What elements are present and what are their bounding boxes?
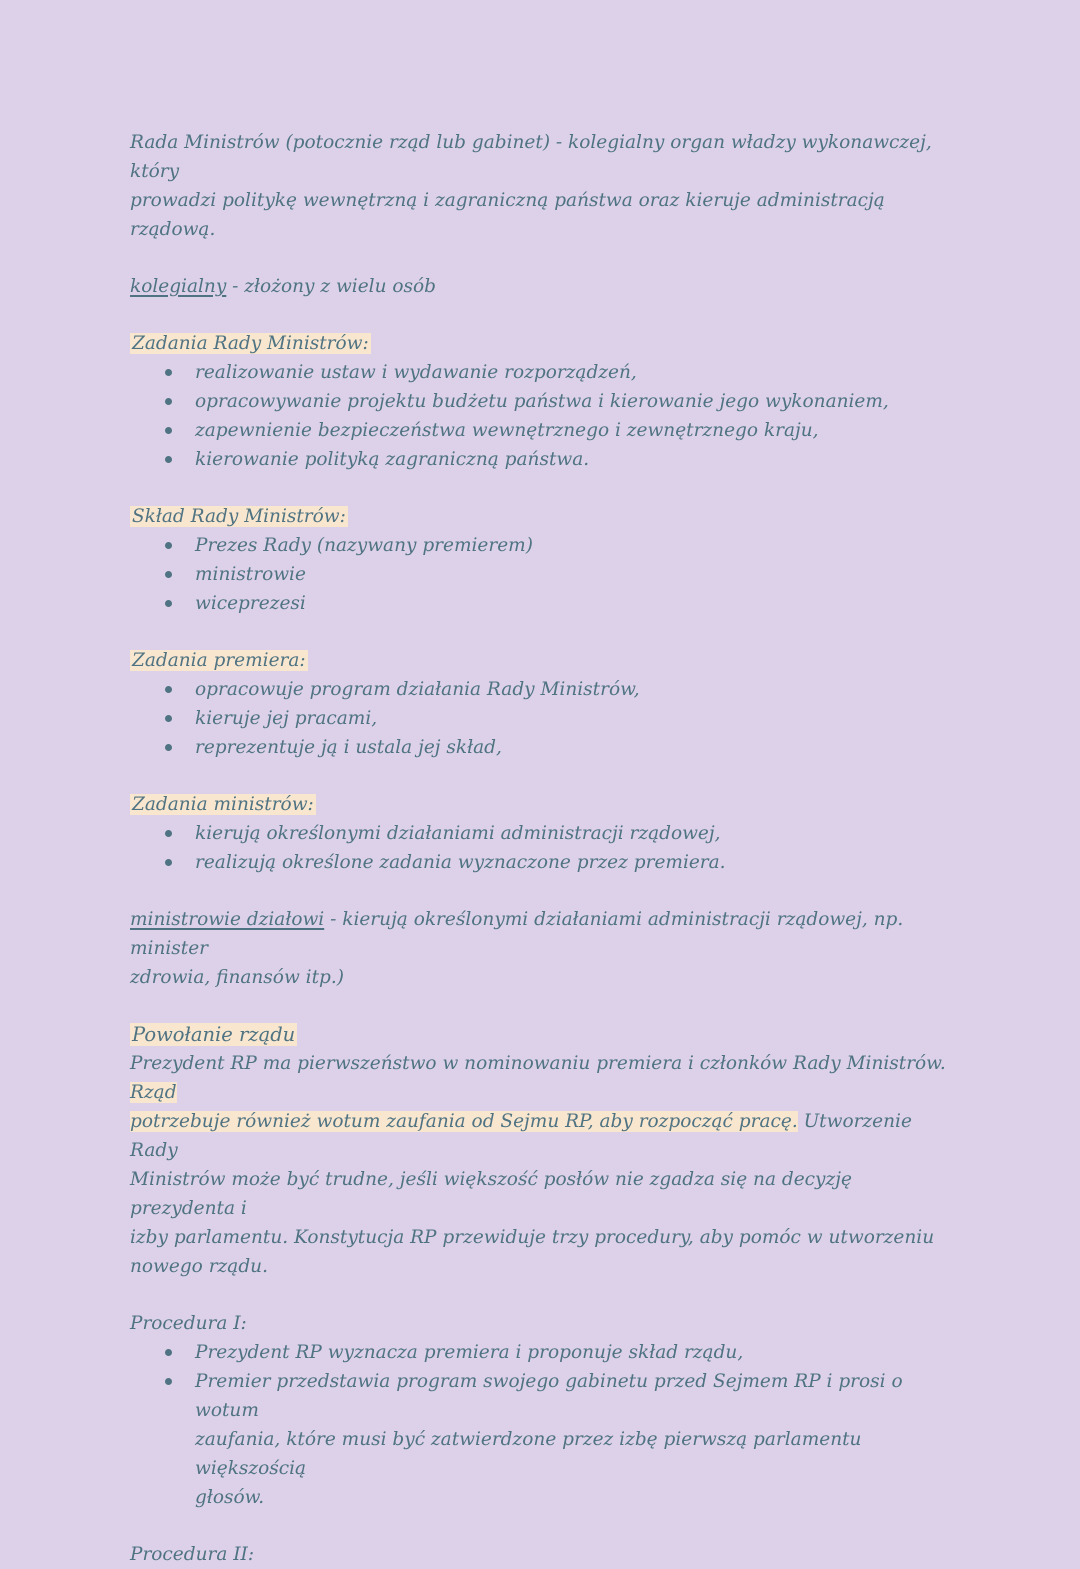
section-zadania-ministrow [130, 790, 960, 877]
intro-paragraph [130, 128, 960, 244]
section-heading: Zadania Rady Ministrów: [132, 333, 369, 354]
bullet-list [130, 819, 960, 877]
list-item: Prezes Rady (nazywany premierem) [195, 531, 960, 560]
bullet-list [130, 675, 960, 762]
section-zadania-premiera [130, 646, 960, 762]
list-item: reprezentuje ją i ustala jej skład, [195, 733, 960, 762]
list-item: kierowanie polityką zagraniczną państwa. [195, 445, 960, 474]
section-heading: Zadania ministrów: [132, 794, 314, 815]
bullet-list [130, 358, 960, 474]
list-item: realizowanie ustaw i wydawanie rozporządzeń, [195, 358, 960, 387]
list-item: wiceprezesi [195, 589, 960, 618]
section-heading: Zadania premiera: [132, 650, 306, 671]
intro-line-1: Rada Ministrów (potocznie rząd lub gabinet) - kolegialny organ władzy wykonawczej, który [130, 132, 932, 182]
powolanie-paragraph [130, 1049, 960, 1281]
definition-term: ministrowie działowi [130, 909, 325, 930]
definition-kolegialny [130, 272, 960, 301]
highlighted-text: potrzebuje również wotum zaufania od Sejmu RP, aby rozpocząć pracę. [130, 1111, 798, 1132]
section-sklad-rady [130, 502, 960, 618]
list-item: opracowywanie projektu budżetu państwa i kierowanie jego wykonaniem, [195, 387, 960, 416]
list-item: Prezydent RP wyznacza premiera i proponuje skład rządu, [195, 1338, 960, 1367]
document-page [130, 128, 960, 1569]
section-procedura-1 [130, 1309, 960, 1512]
list-item [195, 1367, 960, 1512]
section-heading: Powołanie rządu [132, 1023, 296, 1046]
paragraph-text: Ministrów może być trudne, jeśli większość posłów nie zgadza się na decyzję prezydenta i [130, 1169, 852, 1219]
list-item-line: zaufania, które musi być zatwierdzone przez izbę pierwszą parlamentu większością [195, 1429, 862, 1479]
section-heading: Procedura II: [130, 1544, 255, 1565]
section-zadania-rady [130, 329, 960, 474]
section-powolanie-rzadu [130, 1020, 960, 1281]
section-heading: Procedura I: [130, 1313, 247, 1334]
definition-text: - kierują określonymi działaniami administracji rządowej, np. minister [130, 909, 904, 959]
list-item: realizują określone zadania wyznaczone przez premiera. [195, 848, 960, 877]
list-item: kierują określonymi działaniami administracji rządowej, [195, 819, 960, 848]
definition-ministrowie-dzialowi [130, 905, 960, 992]
bullet-list [130, 1338, 960, 1512]
list-item: ministrowie [195, 560, 960, 589]
definition-text: - złożony z wielu osób [226, 276, 436, 297]
list-item: kieruje jej pracami, [195, 704, 960, 733]
paragraph-text: Utworzenie Rady [130, 1111, 912, 1161]
paragraph-text: nowego rządu. [130, 1256, 268, 1277]
bullet-list [130, 531, 960, 618]
section-heading: Skład Rady Ministrów: [132, 506, 346, 527]
list-item-line: głosów. [195, 1487, 265, 1508]
list-item: zapewnienie bezpieczeństwa wewnętrznego i zewnętrznego kraju, [195, 416, 960, 445]
intro-line-2: prowadzi politykę wewnętrzną i zagraniczną państwa oraz kieruje administracją rządową. [130, 190, 885, 240]
highlighted-text: Rząd [130, 1082, 177, 1103]
paragraph-text: Prezydent RP ma pierwszeństwo w nominowaniu premiera i członków Rady Ministrów. [130, 1053, 946, 1074]
definition-term: kolegialny [130, 276, 227, 297]
paragraph-text: izby parlamentu. Konstytucja RP przewiduje trzy procedury, aby pomóc w utworzeniu [130, 1227, 935, 1248]
section-procedura-2 [130, 1540, 960, 1569]
definition-text-line-2: zdrowia, finansów itp.) [130, 967, 344, 988]
list-item: opracowuje program działania Rady Ministrów, [195, 675, 960, 704]
list-item-line: Premier przedstawia program swojego gabinetu przed Sejmem RP i prosi o wotum [195, 1371, 903, 1421]
